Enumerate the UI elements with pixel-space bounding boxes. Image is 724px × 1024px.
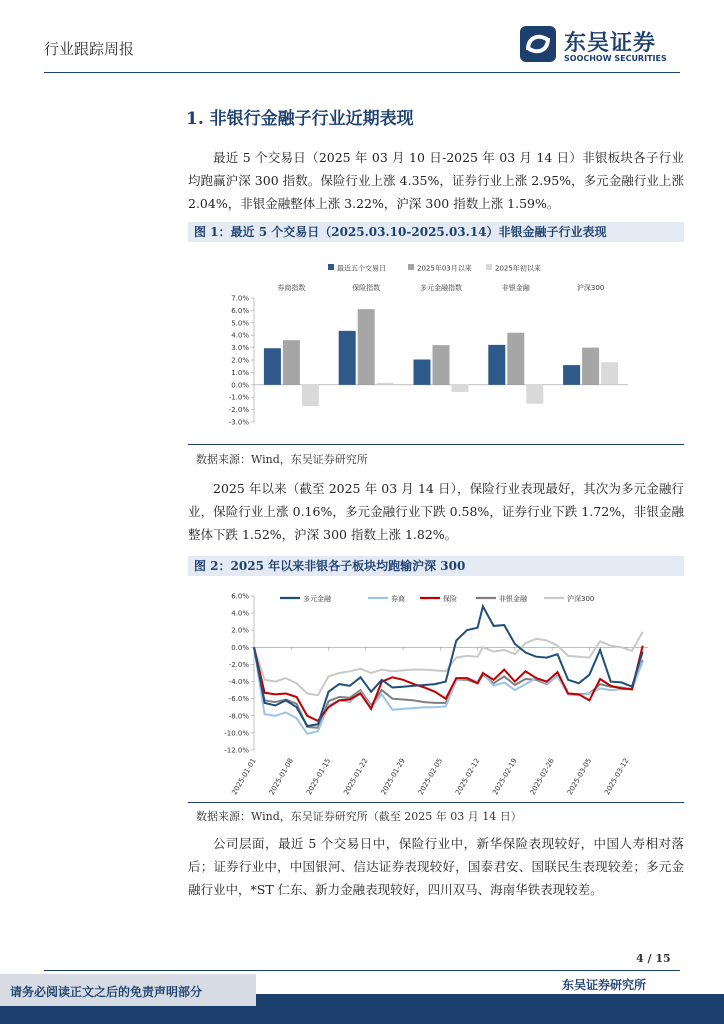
bar-2-1 [377, 383, 394, 385]
series-line-0 [254, 606, 643, 726]
bar-1-3 [507, 333, 524, 385]
category-label: 多元金融指数 [420, 284, 462, 292]
x-tick-label: 2025-03-05 [565, 757, 594, 797]
report-type-label: 行业跟踪周报 [44, 40, 135, 58]
paragraph-ytd-performance: 2025 年以来（截至 2025 年 03 月 14 日），保险行业表现最好，其次为多元金融行业，保险行业上涨 0.16%，多元金融行业下跌 0.58%，证券行业下跌 1.72%，非银金融整体下跌 1.52%，沪深 300 指数上涨 1.82%。 [188, 481, 684, 542]
paragraph-company-level: 公司层面，最近 5 个交易日中，保险行业中，新华保险表现较好，中国人寿相对落后；证券行业中，中国银河、信达证券表现较好，国泰君安、国联民生表现较差；多元金融行业中，*ST 仁东、新力金融表现较好，四川双马、海南华铁表现较差。 [188, 836, 684, 897]
bar-2-3 [526, 385, 543, 404]
x-tick-label: 2025-02-05 [416, 757, 445, 797]
bar-2-4 [601, 362, 618, 385]
category-label: 保险指数 [352, 284, 381, 292]
legend-label: 沪深300 [567, 595, 595, 603]
y-tick-label: 0.0% [231, 643, 249, 652]
x-tick-label: 2025-01-08 [267, 757, 296, 797]
figure2-line-chart [188, 580, 684, 802]
category-label: 非银金融 [501, 284, 530, 292]
bar-2-0 [302, 385, 319, 406]
legend-label: 2025年03月以来 [417, 264, 472, 273]
y-tick-label: 5.0% [231, 319, 249, 328]
y-tick-label: -6.0% [228, 695, 249, 704]
x-tick-label: 2025-01-01 [230, 757, 258, 797]
legend-label: 2025年初以来 [495, 264, 541, 273]
bar-0-3 [488, 345, 505, 385]
logo-text-en: SOOCHOW SECURITIES [564, 54, 667, 63]
series-line-1 [254, 647, 643, 733]
soochow-logo-icon [520, 26, 556, 62]
footer-divider [44, 970, 680, 971]
category-label: 沪深300 [576, 284, 605, 292]
legend-label: 券商 [391, 595, 405, 603]
x-tick-label: 2025-01-29 [379, 757, 407, 797]
bar-2-2 [452, 385, 469, 392]
bar-1-2 [433, 345, 450, 385]
legend-swatch [408, 264, 414, 270]
legend-label: 多元金融 [303, 595, 331, 603]
figure2-title: 图 2：2025 年以来非银各子板块均跑输沪深 300 [188, 556, 684, 576]
y-tick-label: -2.0% [228, 406, 249, 415]
legend-label: 最近五个交易日 [337, 264, 386, 273]
y-tick-label: 6.0% [231, 592, 249, 601]
y-tick-label: -1.0% [228, 393, 249, 402]
x-tick-label: 2025-02-26 [528, 757, 556, 797]
bar-0-4 [563, 365, 580, 385]
y-tick-label: 2.0% [231, 626, 249, 635]
y-tick-label: 0.0% [231, 381, 249, 390]
category-label: 券商指数 [277, 284, 306, 292]
section-title: 1. 非银行金融子行业近期表现 [186, 109, 414, 129]
y-tick-label: 7.0% [231, 294, 249, 303]
x-tick-label: 2025-02-12 [454, 757, 482, 797]
bar-0-1 [339, 331, 356, 385]
bar-0-2 [414, 360, 431, 385]
bar-1-0 [283, 340, 300, 385]
figure2-source: 数据来源：Wind，东吴证券研究所（截至 2025 年 03 月 14 日） [196, 810, 522, 823]
y-tick-label: -8.0% [228, 712, 249, 721]
figure1-title: 图 1：最近 5 个交易日（2025.03.10-2025.03.14）非银金融子行业表现 [188, 222, 684, 242]
x-tick-label: 2025-01-22 [342, 757, 370, 797]
bar-1-4 [582, 348, 599, 385]
x-tick-label: 2025-01-15 [305, 757, 333, 797]
series-line-4 [254, 632, 643, 695]
figure1-bottom-rule [188, 444, 684, 445]
page-number: 4 / 15 [636, 952, 671, 965]
disclaimer-text: 请务必阅读正文之后的免责声明部分 [10, 985, 203, 999]
y-tick-label: -3.0% [228, 418, 249, 427]
legend-swatch [328, 264, 334, 270]
legend-label: 非银金融 [499, 595, 527, 603]
y-tick-label: -12.0% [224, 746, 249, 755]
y-tick-label: -4.0% [228, 678, 249, 687]
company-logo [520, 24, 680, 66]
y-tick-label: 3.0% [231, 344, 249, 353]
y-tick-label: 2.0% [231, 356, 249, 365]
y-tick-label: 6.0% [231, 306, 249, 315]
footer-org-name: 东吴证券研究所 [562, 978, 647, 992]
series-line-3 [254, 647, 643, 728]
figure1-bar-chart [188, 246, 684, 442]
paragraph-weekly-performance: 最近 5 个交易日（2025 年 03 月 10 日-2025 年 03 月 14 日）非银板块各子行业均跑赢沪深 300 指数。保险行业上涨 4.35%，证券行业上涨 2.95%，多元金融行业上涨 2.04%，非银金融整体上涨 3.22%，沪深 300 指数上涨 1.59%。 [188, 150, 684, 211]
logo-text-cn: 东吴证券 [564, 31, 657, 56]
x-tick-label: 2025-03-12 [603, 757, 631, 797]
y-tick-label: 4.0% [231, 609, 249, 618]
header-divider [44, 72, 680, 73]
y-tick-label: -2.0% [228, 660, 249, 669]
y-tick-label: 1.0% [231, 368, 249, 377]
figure1-source: 数据来源：Wind，东吴证券研究所 [196, 453, 368, 466]
y-tick-label: 4.0% [231, 331, 249, 340]
figure2-bottom-rule [188, 802, 684, 803]
legend-swatch [486, 264, 492, 270]
legend-label: 保险 [443, 595, 457, 603]
x-tick-label: 2025-02-19 [491, 757, 519, 797]
bar-0-0 [264, 348, 281, 385]
y-tick-label: -10.0% [224, 729, 249, 738]
bar-1-1 [358, 309, 375, 385]
